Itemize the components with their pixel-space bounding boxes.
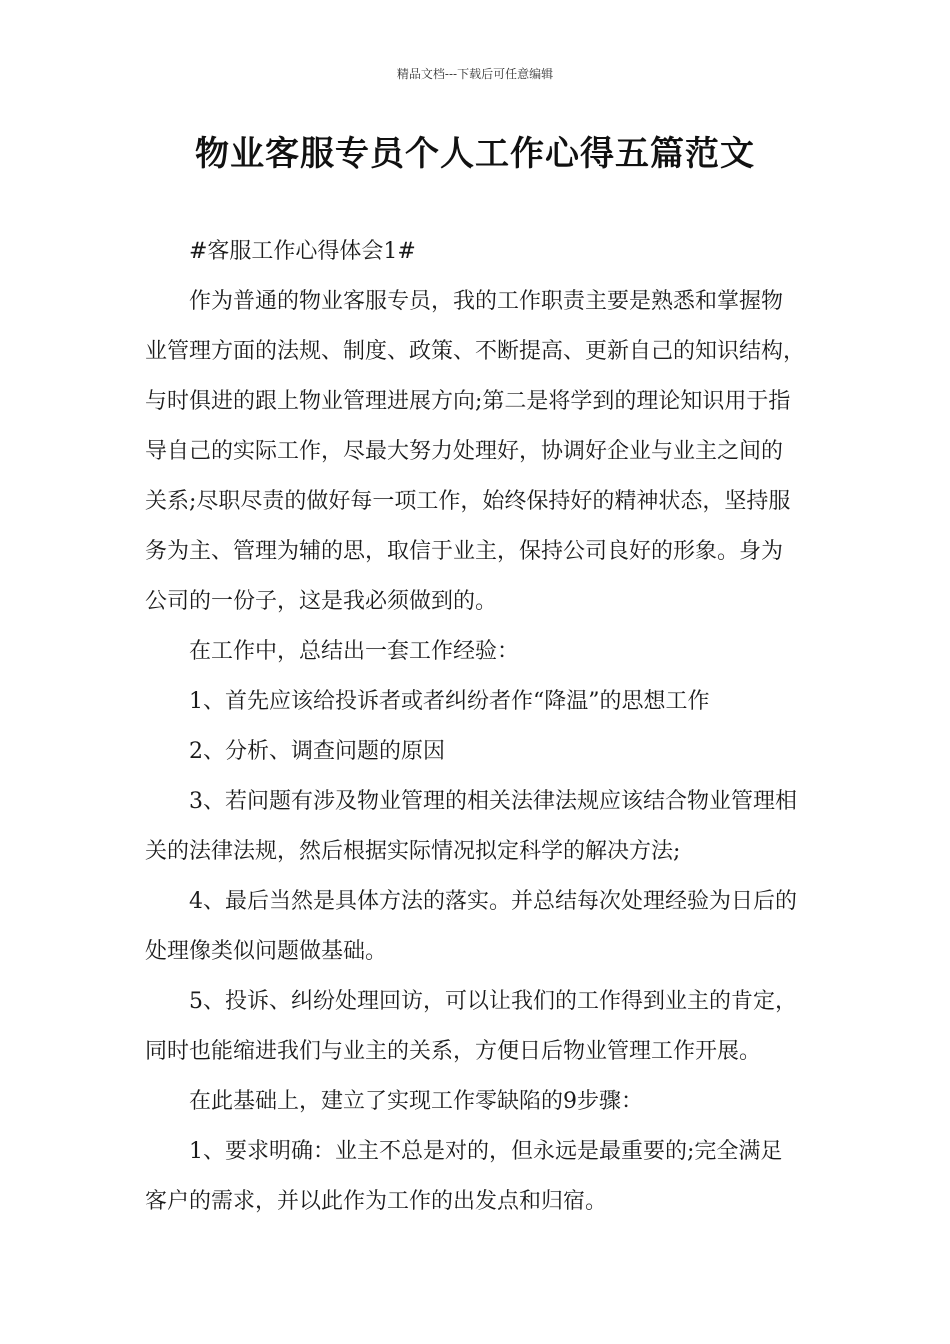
text-line: 客户的需求，并以此作为工作的出发点和归宿。: [145, 1189, 608, 1214]
text-line: 3、若问题有涉及物业管理的相关法律法规应该结合物业管理相: [189, 789, 797, 814]
text-line: 业管理方面的法规、制度、政策、不断提高、更新自己的知识结构，: [145, 339, 806, 364]
paragraph-step-4: [145, 877, 810, 977]
text-line: 5、投诉、纠纷处理回访，可以让我们的工作得到业主的肯定，: [189, 989, 797, 1014]
text-line: 关的法律法规，然后根据实际情况拟定科学的解决方法;: [145, 839, 681, 864]
text-line: 1、要求明确：业主不总是对的，但永远是最重要的;完全满足: [189, 1139, 783, 1164]
text-line: 处理像类似问题做基础。: [145, 939, 388, 964]
text-line: #客服工作心得体会1#: [189, 239, 416, 264]
document-title: 物业客服专员个人工作心得五篇范文: [195, 134, 755, 174]
text-line: 公司的一份子，这是我必须做到的。: [145, 589, 498, 614]
paragraph-step-1: [145, 677, 810, 727]
text-line: 在此基础上，建立了实现工作零缺陷的9步骤：: [189, 1089, 643, 1114]
text-line: 同时也能缩进我们与业主的关系，方便日后物业管理工作开展。: [145, 1039, 762, 1064]
paragraph-job-duties: [145, 277, 810, 627]
text-line: 在工作中，总结出一套工作经验：: [189, 639, 520, 664]
text-line: 与时俱进的跟上物业管理进展方向;第二是将学到的理论知识用于指: [145, 389, 791, 414]
paragraph-zero-defect-step-1: [145, 1127, 810, 1227]
paragraph-step-5: [145, 977, 810, 1077]
paragraph-step-3: [145, 777, 810, 877]
document-body: [145, 227, 810, 1227]
paragraph-step-2: [145, 727, 810, 777]
paragraph-experience-intro: [145, 627, 810, 677]
text-line: 4、最后当然是具体方法的落实。并总结每次处理经验为日后的: [189, 889, 797, 914]
text-line: 导自己的实际工作，尽最大努力处理好，协调好企业与业主之间的: [145, 439, 784, 464]
paragraph-zero-defect-intro: [145, 1077, 810, 1127]
header-note: 精品文档---下载后可任意编辑: [396, 67, 554, 81]
text-line: 2、分析、调查问题的原因: [189, 739, 445, 764]
text-line: 关系;尽职尽责的做好每一项工作，始终保持好的精神状态，坚持服: [145, 489, 791, 514]
paragraph-section-heading: [145, 227, 810, 277]
text-line: 务为主、管理为辅的思，取信于业主，保持公司良好的形象。身为: [145, 539, 784, 564]
text-line: 作为普通的物业客服专员，我的工作职责主要是熟悉和掌握物: [189, 289, 784, 314]
text-line: 1、首先应该给投诉者或者纠纷者作“降温”的思想工作: [189, 689, 710, 714]
